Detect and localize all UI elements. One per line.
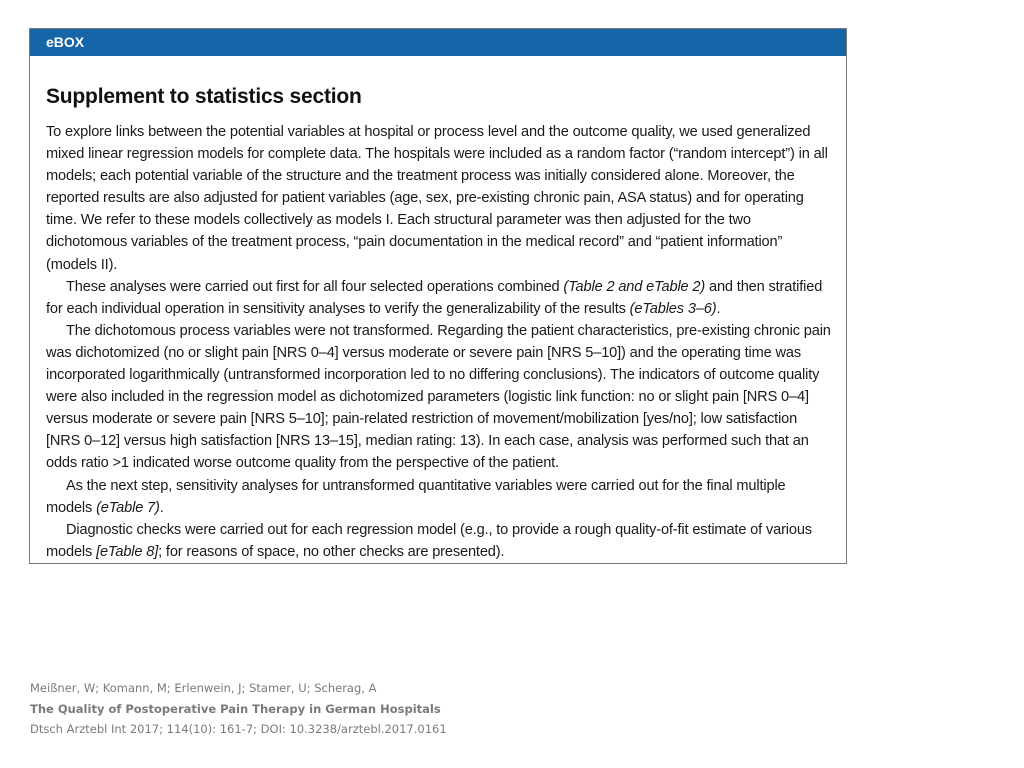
paragraph-4-text-b: .	[159, 499, 164, 516]
paragraph-2-ref-etables: (eTables 3–6)	[629, 300, 717, 317]
paragraph-5-text-b: ; for reasons of space, no other checks are presented).	[158, 543, 505, 560]
citation-block	[30, 678, 447, 740]
citation-title: The Quality of Postoperative Pain Therapy in German Hospitals	[30, 701, 441, 716]
paragraph-2-ref-table2: (Table 2 and eTable 2)	[563, 278, 706, 295]
paragraph-3: The dichotomous process variables were not transformed. Regarding the patient characteristics, pre-existing chronic pain was dichotomized (no or slight pain [NRS 0–4] versus moderate or severe pain [NRS 5–10]) and the operating time was incorporated logarithmically (untransformed incorporation led to no differing conclusions). The indicators of outcome quality were also included in the regression model as dichotomized parameters (logistic link function: no or slight pain [NRS 0–4] versus moderate or severe pain [NRS 5–10]; pain-related restriction of movement/mobilization [yes/no]; low satisfaction [NRS 0–12] versus high satisfaction [NRS 13–15], median rating: 13). In each case, analysis was performed such that an odds ratio >1 indicated worse outcome quality from the perspective of the patient.	[46, 322, 831, 472]
citation-source: Dtsch Arztebl Int 2017; 114(10): 161-7; DOI: 10.3238/arztebl.2017.0161	[30, 722, 447, 736]
paragraph-4	[46, 475, 834, 519]
ebox-header: eBOX	[30, 29, 846, 56]
paragraph-2-text-c: .	[716, 300, 721, 317]
paragraph-2-text-b: and then stratified for each individual operation in sensitivity analyses to verify the generalizability of the results	[46, 278, 823, 317]
paragraph-2	[46, 276, 834, 320]
paragraph-5-ref-etable8: [eTable 8]	[96, 543, 159, 560]
ebox-panel	[29, 28, 847, 564]
ebox-body	[46, 121, 834, 563]
paragraph-4-text-a: As the next step, sensitivity analyses for untransformed quantitative variables were carried out for the final multiple models	[46, 477, 786, 516]
paragraph-5-text-a: Diagnostic checks were carried out for each regression model (e.g., to provide a rough quality-of-fit estimate of various models	[46, 521, 812, 560]
citation-authors: Meißner, W; Komann, M; Erlenwein, J; Stamer, U; Scherag, A	[30, 681, 377, 695]
paragraph-5	[46, 519, 834, 563]
paragraph-4-ref-etable7: (eTable 7)	[96, 499, 160, 516]
paragraph-2-text-a: These analyses were carried out first for all four selected operations combined	[66, 278, 564, 295]
paragraph-1: To explore links between the potential variables at hospital or process level and the outcome quality, we used generalized mixed linear regression models for complete data. The hospitals were included as a random factor (“random intercept”) in all models; each potential variable of the structure and the treatment process was initially considered alone. Moreover, the reported results are also adjusted for patient variables (age, sex, pre-existing chronic pain, ASA status) and for operating time. We refer to these models collectively as models I. Each structural parameter was then adjusted for the two dichotomous variables of the treatment process, “pain documentation in the medical record” and “patient information” (models II).	[46, 124, 828, 273]
ebox-title: Supplement to statistics section	[46, 85, 362, 108]
